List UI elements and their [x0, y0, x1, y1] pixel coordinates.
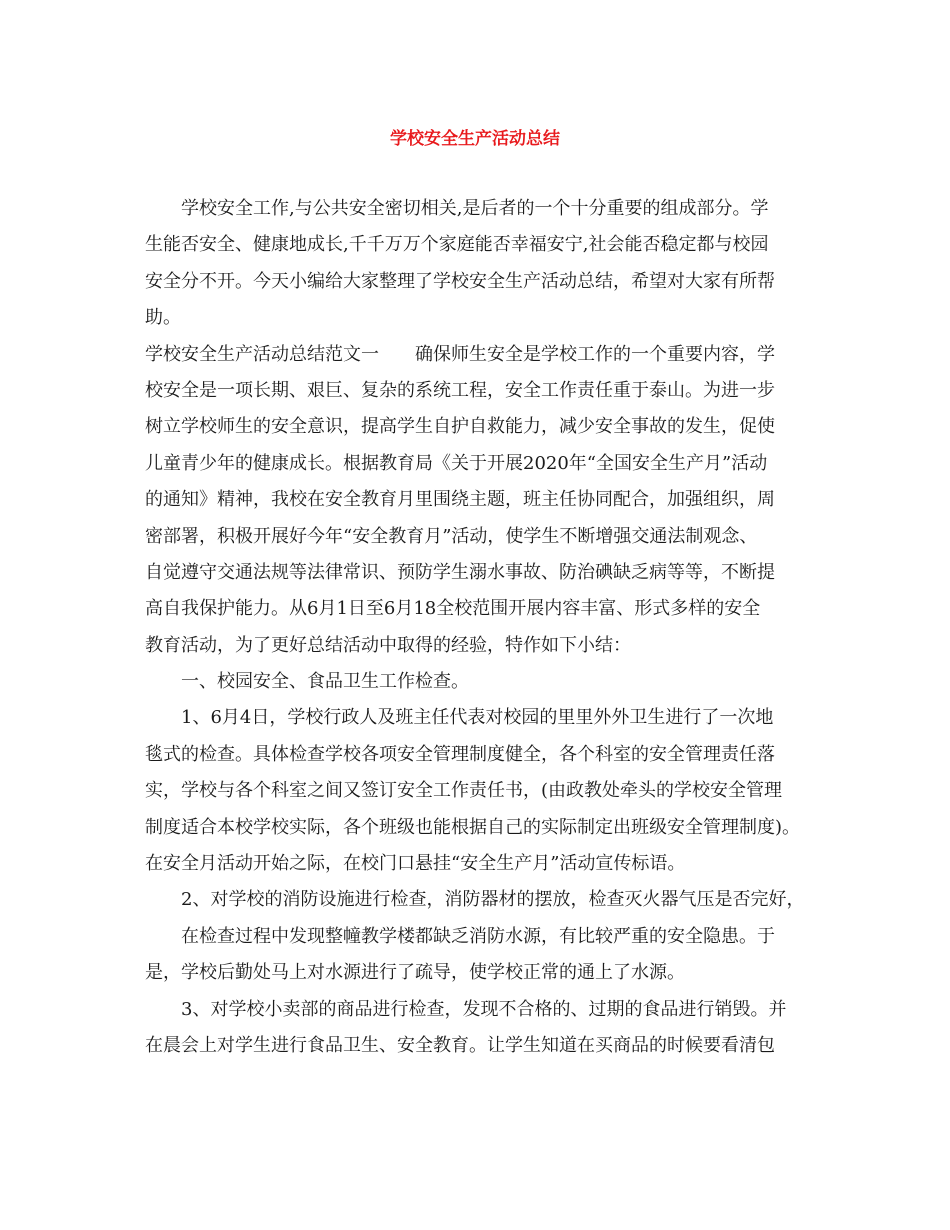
body-line: 3、对学校小卖部的商品进行检查，发现不合格的、过期的食品进行销毁。并 [181, 998, 787, 1020]
document-body [145, 191, 825, 1064]
body-line: 助。 [145, 307, 181, 329]
body-line: 在安全月活动开始之际，在校门口悬挂“安全生产月”活动宣传标语。 [145, 853, 686, 875]
body-line: 学校安全工作,与公共安全密切相关,是后者的一个十分重要的组成部分。学 [181, 198, 769, 219]
body-line: 学校安全生产活动总结范文一 确保师生安全是学校工作的一个重要内容，学 [145, 343, 775, 365]
body-line: 在检查过程中发现整幢教学楼都缺乏消防水源，有比较严重的安全隐患。于 [181, 925, 775, 947]
body-line: 实，学校与各个科室之间又签订安全工作责任书，(由政教处牵头的学校安全管理 [145, 780, 783, 802]
body-line: 树立学校师生的安全意识，提高学生自护自救能力，减少安全事故的发生，促使 [145, 416, 775, 438]
body-line: 校安全是一项长期、艰巨、复杂的系统工程，安全工作责任重于泰山。为进一步 [145, 379, 775, 401]
body-line: 一、校园安全、食品卫生工作检查。 [181, 671, 469, 693]
body-line: 密部署，积极开展好今年“安全教育月”活动，使学生不断增强交通法制观念、 [145, 525, 758, 547]
body-line: 制度适合本校学校实际，各个班级也能根据自己的实际制定出班级安全管理制度)。 [145, 816, 801, 838]
body-line: 儿童青少年的健康成长。根据教育局《关于开展2020年“全国安全生产月”活动 [145, 452, 768, 474]
body-line: 自觉遵守交通法规等法律常识、预防学生溺水事故、防治碘缺乏病等等，不断提 [145, 561, 775, 583]
body-line: 高自我保护能力。从6月1日至6月18全校范围开展内容丰富、形式多样的安全 [145, 598, 761, 620]
body-line: 在晨会上对学生进行食品卫生、安全教育。让学生知道在买商品的时候要看清包 [145, 1034, 775, 1056]
body-line: 教育活动，为了更好总结活动中取得的经验，特作如下小结： [145, 634, 631, 656]
body-line: 生能否安全、健康地成长,千千万万个家庭能否幸福安宁,社会能否稳定都与校园 [145, 234, 769, 256]
body-line: 毯式的检查。具体检查学校各项安全管理制度健全，各个科室的安全管理责任落 [145, 743, 775, 765]
body-line: 1、6月4日，学校行政人及班主任代表对校园的里里外外卫生进行了一次地 [181, 707, 774, 729]
body-line: 安全分不开。今天小编给大家整理了学校安全生产活动总结，希望对大家有所帮 [145, 270, 775, 292]
body-line: 的通知》精神，我校在安全教育月里围绕主题，班主任协同配合，加强组织，周 [145, 489, 775, 511]
body-line: 2、对学校的消防设施进行检查，消防器材的摆放，检查灭火器气压是否完好， [181, 889, 805, 911]
body-line: 是，学校后勤处马上对水源进行了疏导，使学校正常的通上了水源。 [145, 962, 685, 984]
document-title: 学校安全生产活动总结 [390, 129, 560, 149]
